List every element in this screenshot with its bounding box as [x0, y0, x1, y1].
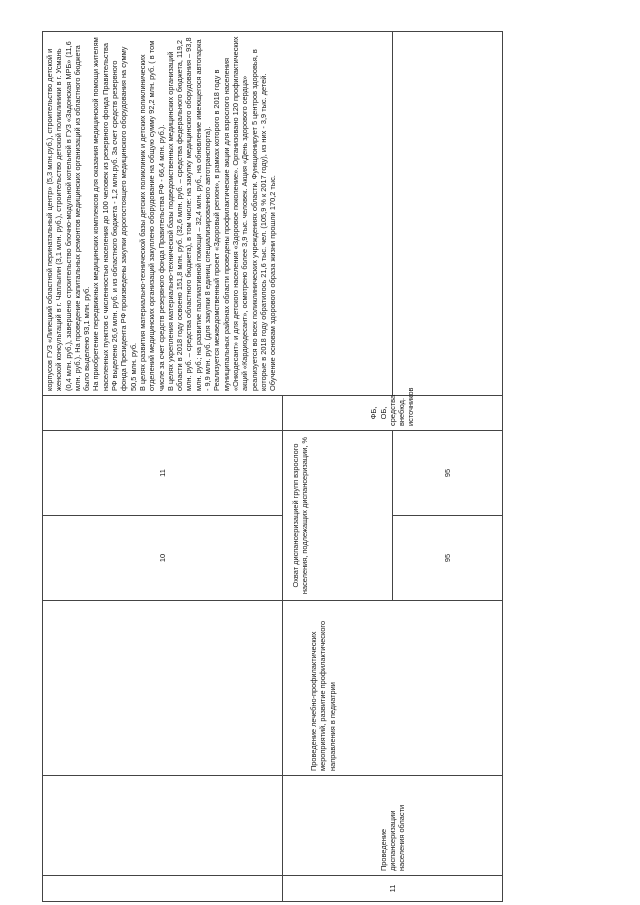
result-paragraph: корпусов ГУЗ «Липецкий областной перинатальный центр» (5,3 млн.руб.), строительство детской и женской консультаций в г. Чаплыгин (3,1 млн. руб.), строительство детской поликлиники в г. Усмань (0,4 млн. руб.), завершено строительство блочно-модульной котельной в ГУЗ «Задонская МРБ» (11,6 млн. руб.). На проведение капитальных ремонтов медицинских организаций из областного бюджета было выделено 93,1 млн. руб. — [45, 41, 92, 391]
table-row — [43, 32, 283, 902]
cell-empty — [43, 396, 283, 431]
cell-empty — [43, 876, 283, 902]
col-10-header: 10 — [43, 516, 283, 601]
row-number: 11 — [283, 876, 503, 902]
event-name: Проведение диспансеризации населения области — [283, 776, 503, 876]
rotated-document-page — [42, 32, 502, 902]
cell-empty — [393, 32, 503, 396]
cell-empty — [43, 601, 283, 776]
result-paragraph: На приобретение передвижных медицинских комплексов для оказания медицинской помощи жителям населенных пунктов с численностью населения до 100 человек из резервного фонда Правительства РФ выделено 26,6 млн. руб. и из областного бюджета - 1,2 млн.руб. За счет средств резервного фонда Президента РФ произведены закупки дорогостоящего медицинского оборудования на сумму 50,5 млн. руб. — [91, 37, 138, 391]
result-paragraph: Реализуется межведомственный проект «Здоровый регион», в рамках которого в 2018 году в муниципальных районах области проведены профилактические акции для взрослого населения «Онкодесант» и для детского населения «Здоровое поколение». Организовано 120 профилактических акций «Кардиодесант», осмотрено более 3,9 тыс. человек. Акция «День здорового сердца» реализуется во всех поликлинических учреждениях области. Функционирует 5 центров здоровья, в которые в 2018 году обратилось 21,6 тыс. чел. (105,9 % к 2017 году), из них - 3,9 тыс. детей. — [212, 36, 268, 391]
indicator-name: Охват диспансеризацией групп взрослого населения, подлежащих диспансеризации, % — [283, 431, 393, 601]
cell-empty — [43, 776, 283, 876]
program-table — [42, 31, 503, 902]
result-paragraph: В целях развития материально-технической базы детских поликлиник и детских поликлинических отделений медицинских организаций закуплено оборудование на общую сумму 92,2 млн. руб. ( в том числе за счет средств резервного фонда Правительства РФ - 66,4 млн. руб.). — [137, 40, 166, 391]
result-paragraph: В целях укрепления материально-технической базы подведомственных медицинских организаций области в 2018 году освоено 151,8 млн. руб. (32,6 млн. руб. – средства федерального бюджета, 119,2 млн. руб. – средства областного бюджета), в том числе: на закупку медицинского оборудования – 93,8 млн. руб.; на развитие паллиативной помощи – 32,4 млн. руб., на обновление имеющегося автопарка - 9,9 млн. руб. (для закупки 8 единиц специализированного автотранспорта). — [165, 37, 213, 391]
col-11-header: 11 — [43, 431, 283, 516]
result-paragraph: Обучение основам здорового образа жизни прошли 170,2 тыс. — [268, 175, 278, 391]
indicator-value-11: 95 — [393, 431, 503, 516]
indicator-value-10: 95 — [393, 516, 503, 601]
measure-description: Проведение лечебно-профилактических мероприятий, развитие профилактического направления в педиатрии — [283, 601, 503, 776]
funding-sources: ФБ, ОБ, средства внебюд. источников — [283, 396, 503, 431]
results-text-cell — [43, 32, 393, 396]
